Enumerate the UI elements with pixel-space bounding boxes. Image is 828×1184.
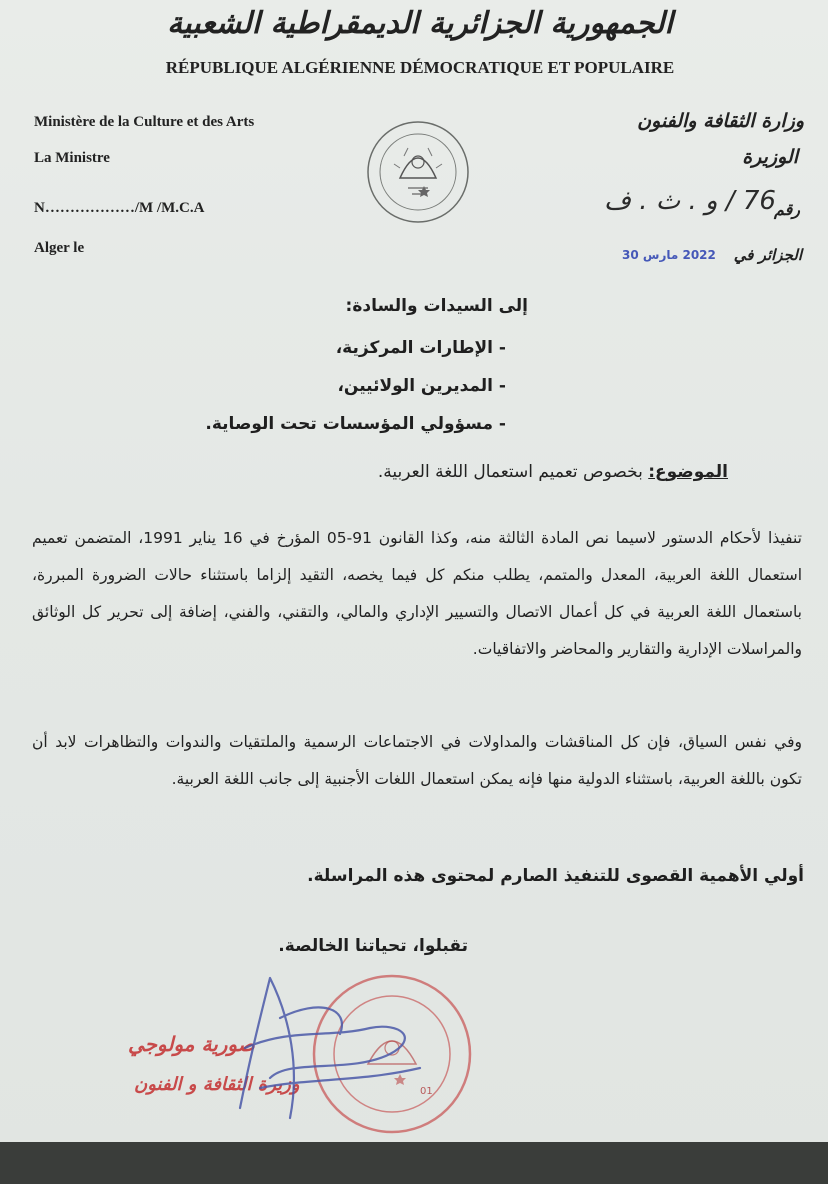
national-emblem: [360, 118, 476, 226]
ministry-name-fr: Ministère de la Culture et des Arts: [34, 114, 255, 130]
subject-text: بخصوص تعميم استعمال اللغة العربية.: [377, 462, 643, 482]
seal-number: 01: [420, 1086, 433, 1097]
minister-title-fr: La Ministre: [34, 150, 110, 166]
signatory-name-stamp: صورية مولوجي: [128, 1032, 255, 1056]
body-paragraph-3: أولي الأهمية القصوى للتنفيذ الصارم لمحتوى هذه المراسلة.: [307, 866, 804, 886]
reference-number-fr: N………………/M /M.C.A: [34, 200, 205, 216]
addressee-item: - المديرين الولائيين،: [337, 376, 506, 396]
handwritten-reference: 76 / و . ث . ف: [604, 186, 776, 216]
handwritten-signature: [120, 958, 500, 1138]
addressee-item: - مسؤولي المؤسسات تحت الوصاية.: [205, 414, 506, 434]
french-republic-header: RÉPUBLIQUE ALGÉRIENNE DÉMOCRATIQUE ET POPULAIRE: [165, 58, 675, 77]
addressees-intro: إلى السيدات والسادة:: [345, 296, 528, 316]
minister-title-ar: الوزيرة: [742, 146, 798, 168]
body-paragraph-1: تنفيذا لأحكام الدستور لاسيما نص المادة الثالثة منه، وكذا القانون 91-05 المؤرخ في 16 يناير 1991، المتضمن تعميم استعمال اللغة العربية، المعدل والمتمم، يطلب منكم كل فيما يخصه، التقيد إلزاما باستثناء حالات الضرورة المبررة، باستعمال اللغة العربية في كل أعمال الاتصال والتسيير الإداري والمالي، والتقني، والفني، إضافة إلى تحرير كل الوثائق والمراسلات الإدارية والتقارير والمحاضر والاتفاقيات.: [32, 529, 802, 658]
ref-label-ar: رقم: [773, 200, 800, 219]
photo-bottom-edge: [0, 1142, 828, 1184]
date-stamp: 2022 مارس 30: [622, 248, 716, 262]
arabic-republic-header: الجمهورية الجزائرية الديمقراطية الشعبية: [167, 6, 673, 41]
place-ar: الجزائر في: [733, 246, 802, 264]
subject-label: الموضوع:: [648, 462, 728, 482]
body-paragraph-2: وفي نفس السياق، فإن كل المناقشات والمداولات في الاجتماعات الرسمية والملتقيات والندوات والتظاهرات لابد أن تكون باللغة العربية، باستثناء الدولية منها فإنه يمكن استعمال اللغات الأجنبية إلى جانب اللغة العربية.: [32, 733, 802, 788]
addressee-item: - الإطارات المركزية،: [335, 338, 506, 358]
closing-salutation: تقبلوا، تحياتنا الخالصة.: [278, 936, 468, 956]
subject-line: [378, 462, 728, 482]
place-fr: Alger le: [34, 240, 85, 256]
signatory-title-stamp: وزيرة الثقافة و الفنون: [134, 1074, 300, 1095]
ministry-name-ar: وزارة الثقافة والفنون: [637, 110, 804, 132]
